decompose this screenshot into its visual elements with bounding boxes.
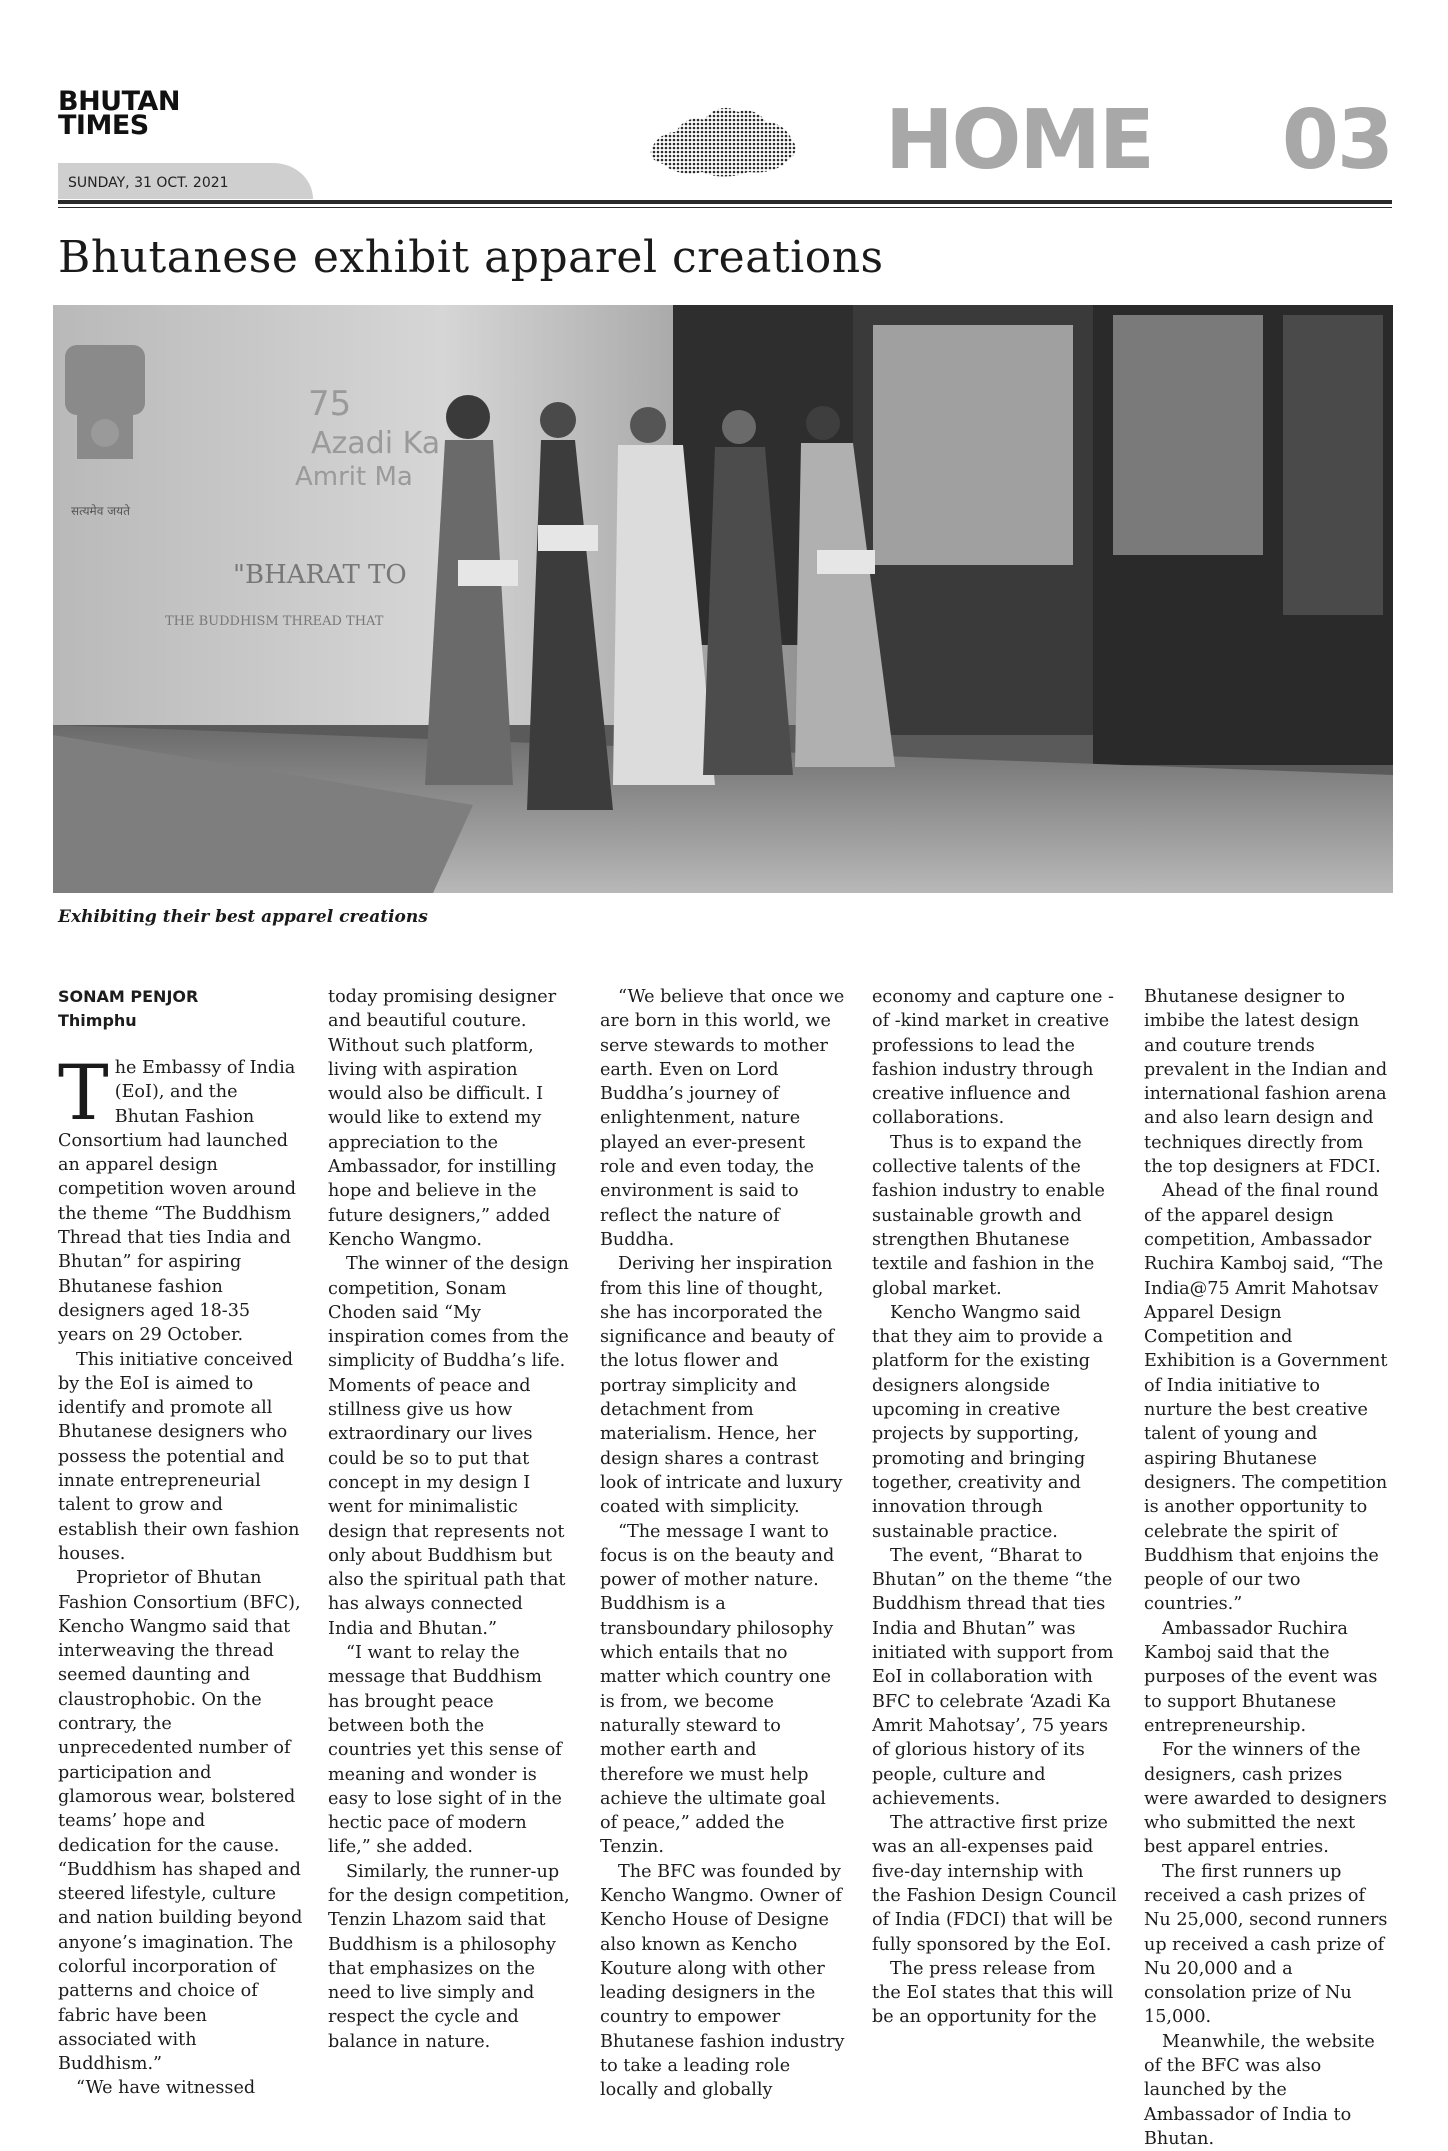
header-rule-thick: [58, 200, 1392, 204]
paragraph: “The message I want to focus is on the beauty and power of mother nature. Buddhism is a transboundary philosophy which entails that no matter which country one is from, we become naturally steward to mother earth and therefore we must help achieve the ultimate goal of peace,” added the Tenzin.: [600, 1521, 835, 1858]
masthead-logo: [58, 86, 180, 141]
paragraph: Ambassador Ruchira Kamboj said that the purposes of the event was to support Bhutanese entrepreneurship.: [1144, 1618, 1378, 1736]
header-rule-thin: [58, 207, 1392, 208]
byline-place: Thimphu: [58, 1011, 137, 1030]
banner-number: 75: [308, 384, 352, 424]
paragraph: The BFC was founded by Kencho Wangmo. Owner of Kencho House of Designe also known as Kencho Kouture along with other leading designers in the country to empower Bhutanese fashion industry to take a leading role locally and globally: [600, 1861, 845, 2101]
masthead-line-1: BHUTAN: [58, 86, 180, 117]
drop-cap: T: [58, 1048, 109, 1137]
paragraph: This initiative conceived by the EoI is aimed to identify and promote all Bhutanese designers who possess the potential and innate entrepreneurial talent to grow and establish their own fashion houses.: [58, 1349, 300, 1564]
issue-date: SUNDAY, 31 OCT. 2021: [68, 175, 229, 191]
paragraph: Bhutanese designer to imbibe the latest design and couture trends prevalent in the Indian and international fashion arena and also learn design and techniques directly from the top designers at FDCI.: [1144, 987, 1388, 1178]
paragraph: “We have witnessed: [76, 2078, 256, 2099]
section-title: HOME: [885, 93, 1153, 188]
article-column-1: [58, 985, 303, 2101]
paragraph: The winner of the design competition, Sonam Choden said “My inspiration comes from the simplicity of Buddha’s life. Moments of peace and stillness give us how extraordinary our lives could be so to put that concept in my design I went for minimalistic design that represents not only about Buddhism but also the spiritual path that has always connected India and Bhutan.”: [328, 1254, 569, 1639]
date-band: [58, 163, 313, 199]
banner-subtitle: THE BUDDHISM THREAD THAT: [165, 614, 384, 629]
paragraph: The attractive first prize was an all-expenses paid five-day internship with the Fashion Design Council of India (FDCI) that will be fully sponsored by the EoI.: [872, 1813, 1117, 1955]
bhutan-map-icon: [648, 98, 800, 178]
banner-title: "BHARAT TO: [233, 560, 407, 590]
paragraph: Ahead of the final round of the apparel design competition, Ambassador Ruchira Kamboj said, “The India@75 Amrit Mahotsav Apparel Design Competition and Exhibition is a Government of India initiative to nurture the best creative talent of young and aspiring Bhutanese designers. The competition is another opportunity to celebrate the spirit of Buddhism that enjoins the people of our two countries.”: [1144, 1181, 1388, 1615]
paragraph: “I want to relay the message that Buddhism has brought peace between both the countries yet this sense of meaning and wonder is easy to lose sight of in the hectic pace of modern life,” she added.: [328, 1643, 562, 1858]
emblem-motto: सत्यमेव जयते: [71, 504, 130, 518]
paragraph: he Embassy of India (EoI), and the Bhutan Fashion Consortium had launched an apparel design competition woven around the theme “The Buddhism Thread that ties India and Bhutan” for aspiring Bhutanese fashion designers aged 18-35 years on 29 October.: [58, 1058, 297, 1346]
article-photo: [53, 305, 1393, 893]
paragraph: Kencho Wangmo said that they aim to provide a platform for the existing designers alongside upcoming in creative projects by supporting, promoting and bringing together, creativity and innovation through sustainable practice.: [872, 1302, 1104, 1542]
article-headline: Bhutanese exhibit apparel creations: [58, 232, 884, 283]
paragraph: For the winners of the designers, cash prizes were awarded to designers who submitted the next best apparel entries.: [1144, 1740, 1387, 1858]
article-column-4: [872, 985, 1117, 2030]
paragraph: Meanwhile, the website of the BFC was also launched by the Ambassador of India to Bhutan.: [1144, 2031, 1375, 2149]
masthead-line-2: TIMES: [58, 110, 149, 141]
paragraph: economy and capture one -of -kind market in creative professions to lead the fashion industry through creative influence and collaborations.: [872, 987, 1114, 1129]
paragraph: Deriving her inspiration from this line of thought, she has incorporated the significance and beauty of the lotus flower and portray simplicity and detachment from materialism. Hence, her design shares a contrast look of intricate and luxury coated with simplicity.: [600, 1254, 843, 1518]
article-column-3: [600, 985, 845, 2103]
paragraph: “We believe that once we are born in this world, we serve stewards to mother earth. Even on Lord Buddha’s journey of enlightenment, nature played an ever-present role and even today, the environment is said to reflect the nature of Buddha.: [600, 987, 845, 1250]
paragraph: The press release from the EoI states that this will be an opportunity for the: [872, 1958, 1114, 2028]
article-column-2: [328, 985, 573, 2054]
paragraph: Similarly, the runner-up for the design competition, Tenzin Lhazom said that Buddhism is a philosophy that emphasizes on the need to live simply and respect the cycle and balance in nature.: [328, 1861, 570, 2052]
article-column-5: [1144, 985, 1389, 2151]
paragraph: Proprietor of Bhutan Fashion Consortium (BFC), Kencho Wangmo said that interweaving the thread seemed daunting and claustrophobic. On the contrary, the unprecedented number of participation and glamorous wear, bolstered teams’ hope and dedication for the cause. “Buddhism has shaped and steered lifestyle, culture and nation building beyond anyone’s imagination. The colorful incorporation of patterns and choice of fabric have been associated with Buddhism.”: [58, 1568, 303, 2075]
byline-name: SONAM PENJOR: [58, 987, 199, 1006]
photo-caption: Exhibiting their best apparel creations: [58, 907, 428, 927]
banner-line-1: Azadi Ka: [311, 426, 441, 461]
page-number: 03: [1281, 93, 1392, 188]
paragraph: The event, “Bharat to Bhutan” on the theme “the Buddhism thread that ties India and Bhutan” was initiated with support from EoI in collaboration with BFC to celebrate ‘Azadi Ka Amrit Mahotsay’, 75 years of glorious history of its people, culture and achievements.: [872, 1545, 1114, 1809]
banner-line-2: Amrit Ma: [295, 462, 413, 492]
paragraph: Thus is to expand the collective talents of the fashion industry to enable sustainable growth and strengthen Bhutanese textile and fashion in the global market.: [872, 1132, 1105, 1299]
paragraph: The first runners up received a cash prizes of Nu 25,000, second runners up received a cash prize of Nu 20,000 and a consolation prize of Nu 15,000.: [1144, 1861, 1388, 2028]
paragraph: today promising designer and beautiful couture. Without such platform, living with aspiration would also be difficult. I would like to extend my appreciation to the Ambassador, for instilling hope and believe in the future designers,” added Kencho Wangmo.: [328, 987, 557, 1250]
